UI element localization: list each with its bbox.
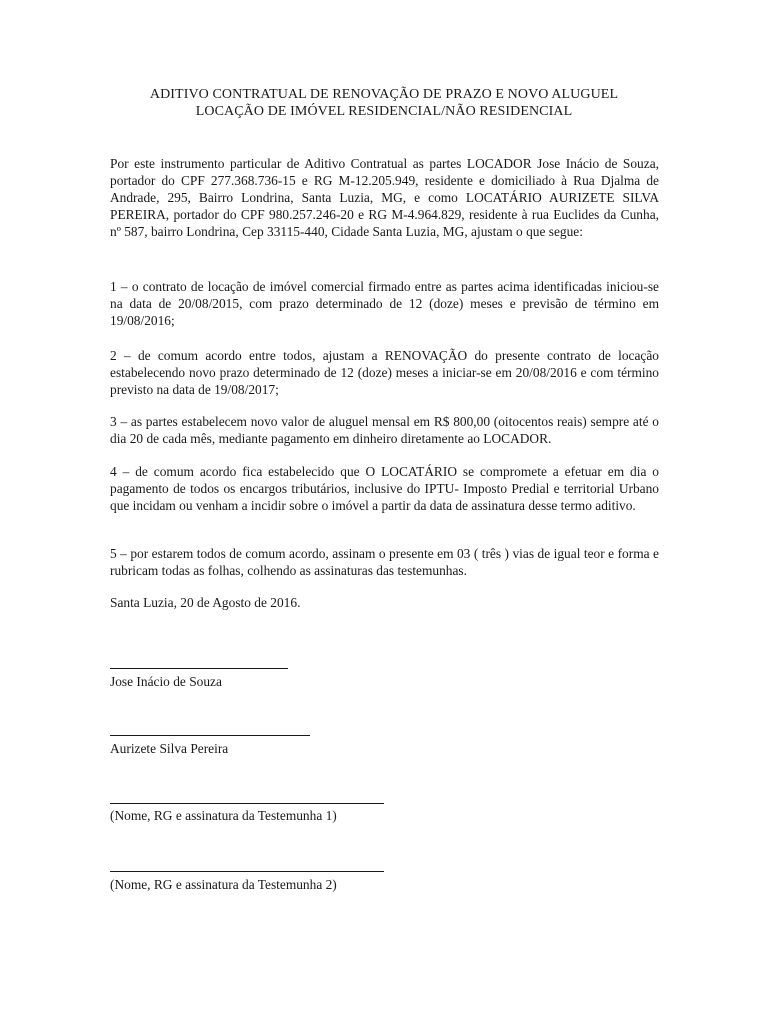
clause-1: 1 – o contrato de locação de imóvel comercial firmado entre as partes acima identificadas iniciou-se na data de 20/08/2015, com prazo determinado de 12 (doze) meses e previsão de término em 19/08/2016; xyxy=(110,279,659,329)
clause-4: 4 – de comum acordo fica estabelecido que O LOCATÁRIO se compromete a efetuar em dia o pagamento de todos os encargos tributários, inclusive do IPTU- Imposto Predial e territorial Urbano que incidam ou venham a incidir sobre o imóvel a partir da data de assinatura desse termo aditivo. xyxy=(110,464,659,514)
clause-2: 2 – de comum acordo entre todos, ajustam a RENOVAÇÃO do presente contrato de locação estabelecendo novo prazo determinado de 12 (doze) meses a iniciar-se em 20/08/2016 e com término previsto na data de 19/08/2017; xyxy=(110,348,659,398)
intro-paragraph: Por este instrumento particular de Aditivo Contratual as partes LOCADOR Jose Inácio de Souza, portador do CPF 277.368.736-15 e RG M-12.205.949, residente e domiciliado à Rua Djalma de Andrade, 295, Bairro Londrina, Santa Luzia, MG, e como LOCATÁRIO AURIZETE SILVA PEREIRA, portador do CPF 980.257.246-20 e RG M-4.964.829, residente à rua Euclides da Cunha, nº 587, bairro Londrina, Cep 33115-440, Cidade Santa Luzia, MG, ajustam o que segue: xyxy=(110,156,659,240)
clause-3: 3 – as partes estabelecem novo valor de aluguel mensal em R$ 800,00 (oitocentos reais) sempre até o dia 20 de cada mês, mediante pagamento em dinheiro diretamente ao LOCADOR. xyxy=(110,414,659,447)
signature-line-locador xyxy=(110,668,288,669)
document-title-line-2: LOCAÇÃO DE IMÓVEL RESIDENCIAL/NÃO RESIDENCIAL xyxy=(195,104,573,119)
signature-name-locatario: Aurizete Silva Pereira xyxy=(110,741,229,756)
signature-line-witness-1 xyxy=(110,803,384,804)
signature-name-locador: Jose Inácio de Souza xyxy=(110,674,222,689)
signature-name-witness-1: (Nome, RG e assinatura da Testemunha 1) xyxy=(110,808,337,823)
signature-name-witness-2: (Nome, RG e assinatura da Testemunha 2) xyxy=(110,877,337,892)
signature-line-locatario xyxy=(110,735,310,736)
signature-line-witness-2 xyxy=(110,871,384,872)
document-title-line-1: ADITIVO CONTRATUAL DE RENOVAÇÃO DE PRAZO E NOVO ALUGUEL xyxy=(149,87,619,102)
place-and-date: Santa Luzia, 20 de Agosto de 2016. xyxy=(110,595,301,610)
clause-5: 5 – por estarem todos de comum acordo, assinam o presente em 03 ( três ) vias de igual teor e forma e rubricam todas as folhas, colhendo as assinaturas das testemunhas. xyxy=(110,546,659,579)
